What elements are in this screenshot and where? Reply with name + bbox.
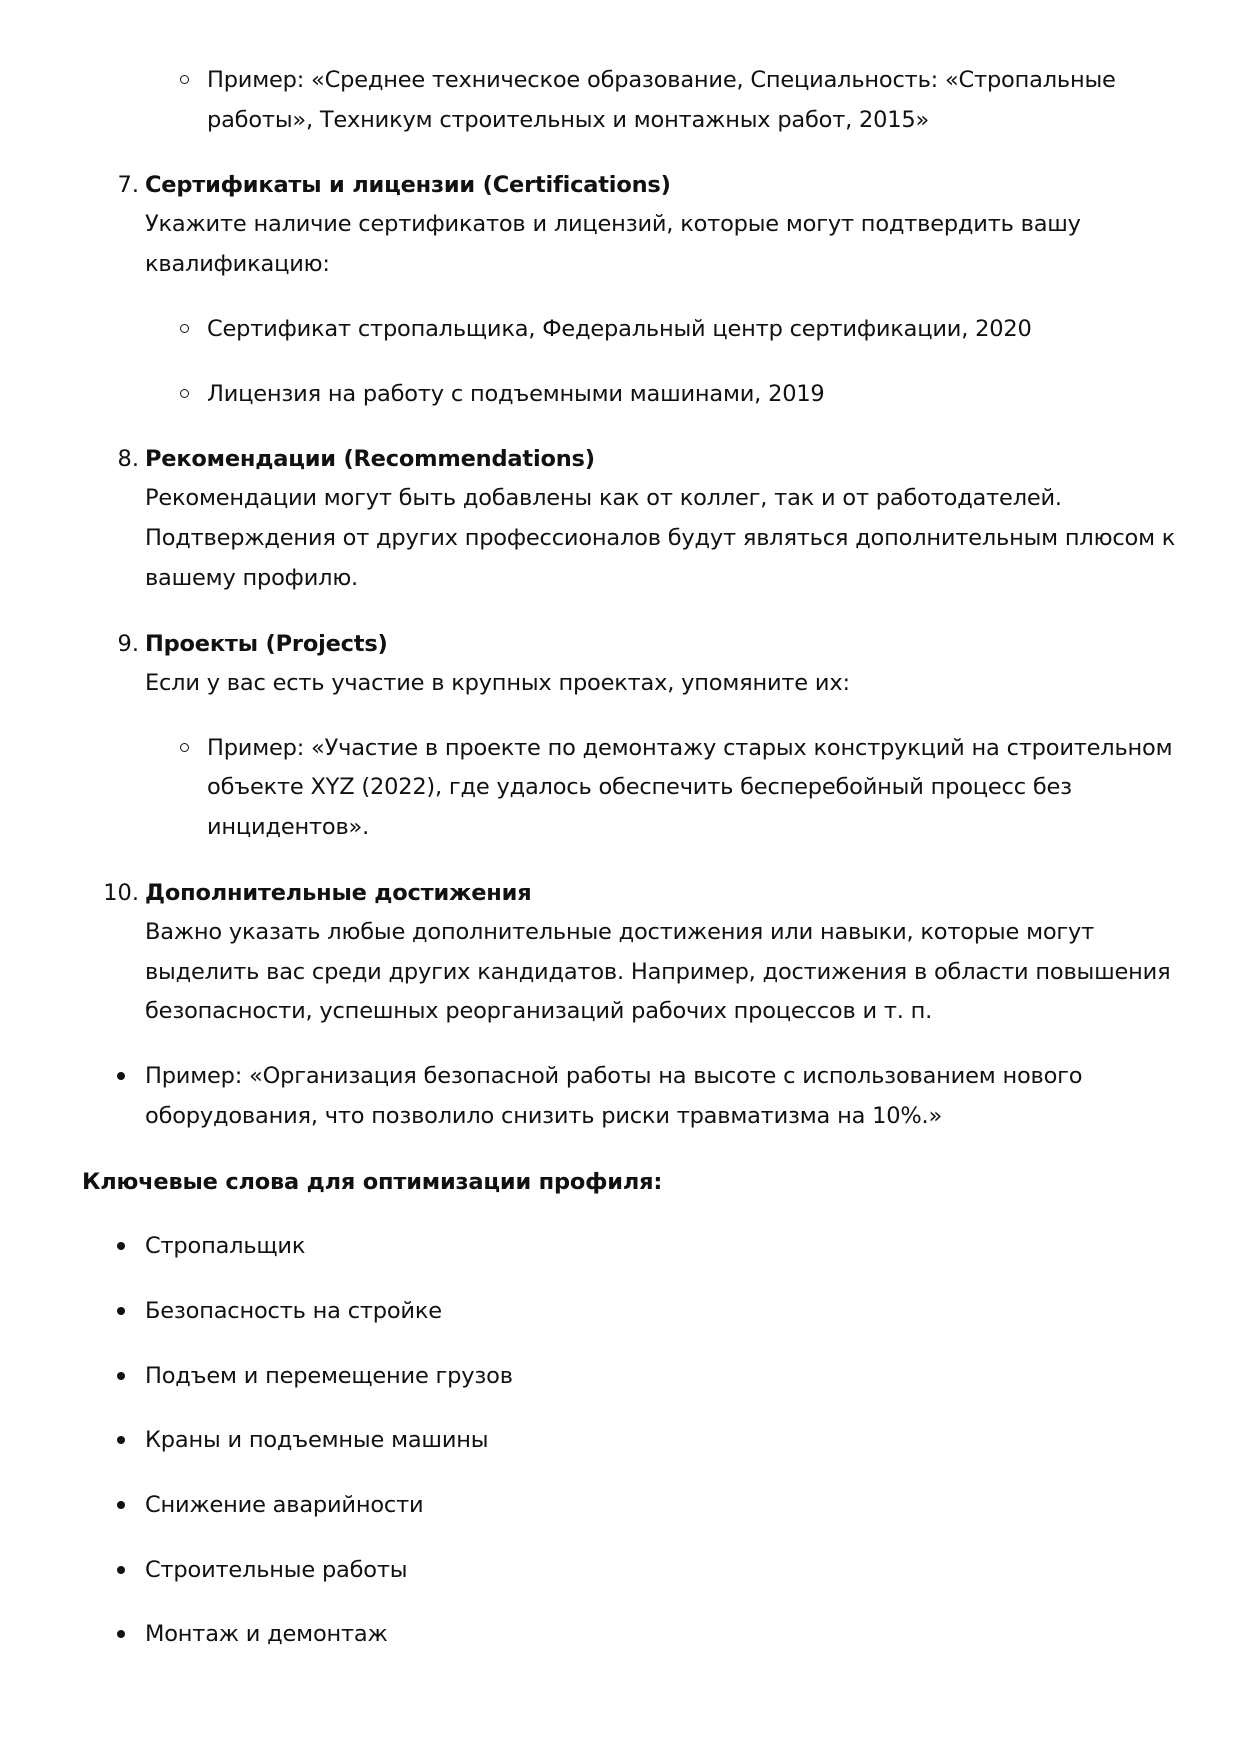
section8-body-line2: Подтверждения от других профессионалов будут являться дополнительным плюсом к [145,525,1176,551]
bullet-dot-icon [117,1501,125,1509]
section10-body-line3: безопасности, успешных реорганизаций рабочих процессов и т. п. [145,998,933,1024]
achievement-example-line1: Пример: «Организация безопасной работы на высоте с использованием нового [145,1063,1083,1089]
bullet-circle-icon [180,743,189,752]
bullet-dot-icon [117,1630,125,1638]
section9-number: 9. [117,631,139,657]
section7-title: Сертификаты и лицензии (Certifications) [145,172,671,198]
section8-number: 8. [117,446,139,472]
section9-example-line1: Пример: «Участие в проекте по демонтажу старых конструкций на строительном [207,735,1173,761]
section9-body-line1: Если у вас есть участие в крупных проектах, упомяните их: [145,670,850,696]
keyword-item: Краны и подъемные машины [145,1427,489,1453]
keyword-item: Строительные работы [145,1557,408,1583]
section9-example-line3: инцидентов». [207,814,370,840]
section8-title: Рекомендации (Recommendations) [145,446,595,472]
section10-title: Дополнительные достижения [145,880,532,906]
keyword-item: Стропальщик [145,1233,306,1259]
bullet-circle-icon [180,324,189,333]
keyword-item: Монтаж и демонтаж [145,1621,388,1647]
section7-body-line1: Укажите наличие сертификатов и лицензий, которые могут подтвердить вашу [145,211,1081,237]
section9-example-line2: объекте XYZ (2022), где удалось обеспечить бесперебойный процесс без [207,774,1072,800]
education-example-line1: Пример: «Среднее техническое образование, Специальность: «Стропальные [207,67,1116,93]
bullet-dot-icon [117,1372,125,1380]
section7-item-1: Сертификат стропальщика, Федеральный центр сертификации, 2020 [207,316,1032,342]
section7-body-line2: квалификацию: [145,251,330,277]
keyword-item: Безопасность на стройке [145,1298,442,1324]
section10-number: 10. [103,880,139,906]
section8-body-line3: вашему профилю. [145,565,359,591]
section10-body-line1: Важно указать любые дополнительные достижения или навыки, которые могут [145,919,1095,945]
bullet-dot-icon [117,1566,125,1574]
keyword-item: Подъем и перемещение грузов [145,1363,513,1389]
bullet-circle-icon [180,389,189,398]
section7-number: 7. [117,172,139,198]
section7-item-2: Лицензия на работу с подъемными машинами, 2019 [207,381,825,407]
bullet-dot-icon [117,1072,125,1080]
achievement-example-line2: оборудования, что позволило снизить риски травматизма на 10%.» [145,1103,943,1129]
bullet-dot-icon [117,1242,125,1250]
education-example-line2: работы», Техникум строительных и монтажных работ, 2015» [207,107,930,133]
keywords-heading: Ключевые слова для оптимизации профиля: [82,1169,663,1195]
section9-title: Проекты (Projects) [145,631,388,657]
bullet-dot-icon [117,1436,125,1444]
section10-body-line2: выделить вас среди других кандидатов. Например, достижения в области повышения [145,959,1171,985]
section8-body-line1: Рекомендации могут быть добавлены как от коллег, так и от работодателей. [145,485,1062,511]
keyword-item: Снижение аварийности [145,1492,424,1518]
bullet-dot-icon [117,1307,125,1315]
bullet-circle-icon [180,75,189,84]
